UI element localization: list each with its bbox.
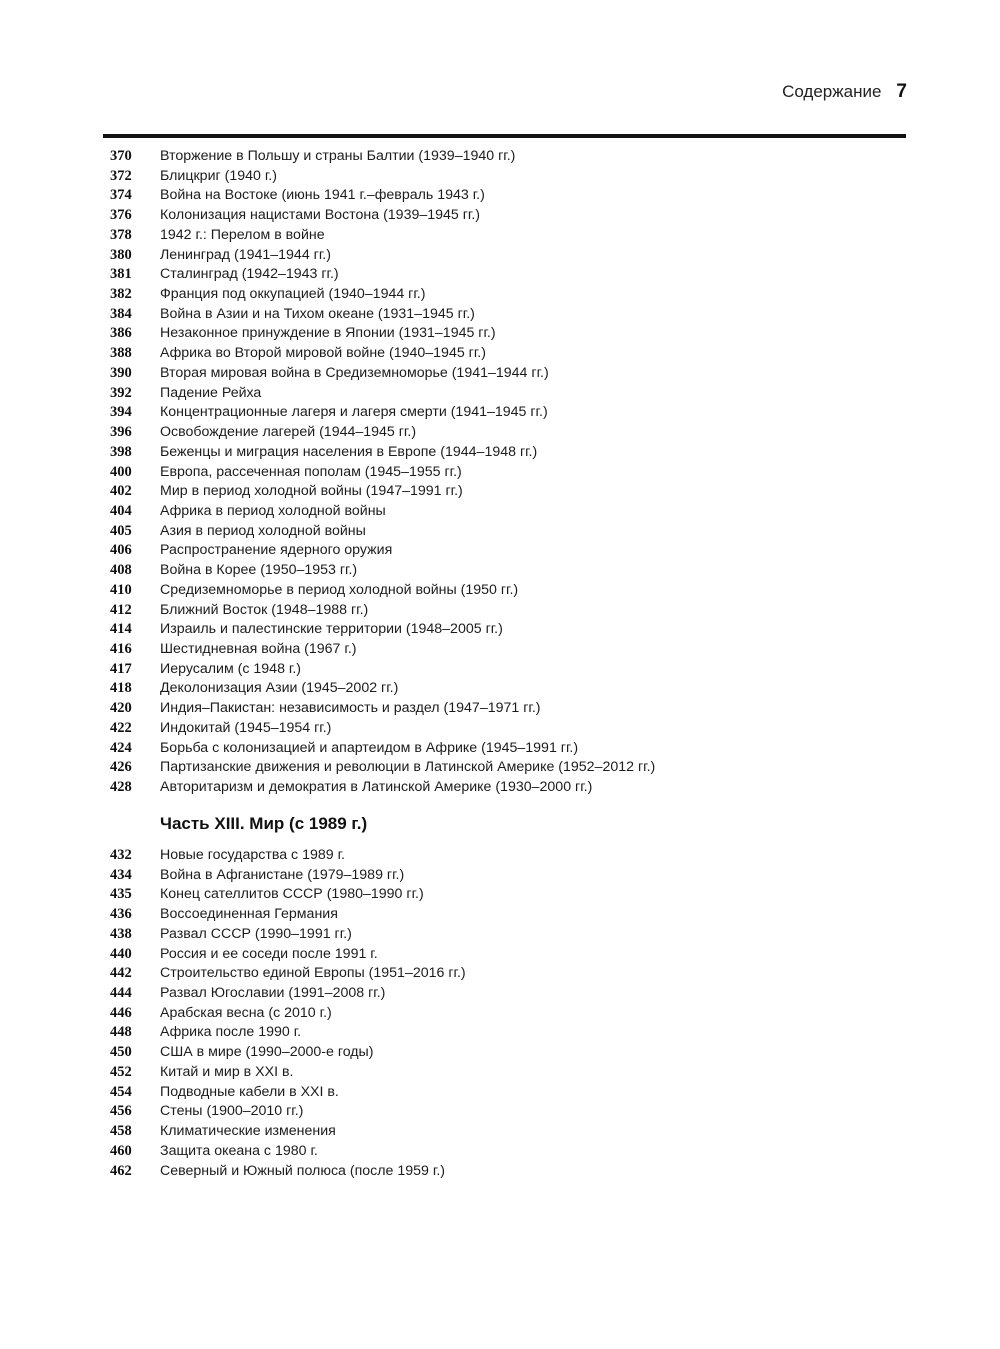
toc-entry-page: 376 bbox=[110, 207, 132, 224]
toc-entry-title: Незаконное принуждение в Японии (1931–1945 гг.) bbox=[160, 325, 496, 342]
toc-entry-page: 372 bbox=[110, 167, 132, 184]
toc-entry-title: Деколонизация Азии (1945–2002 гг.) bbox=[160, 680, 399, 697]
page-number: 7 bbox=[896, 81, 907, 102]
toc-entry-page: 412 bbox=[110, 601, 132, 618]
toc-entry-page: 406 bbox=[110, 542, 132, 559]
toc-entry-page: 405 bbox=[110, 522, 132, 539]
toc-entry-page: 458 bbox=[110, 1123, 132, 1140]
toc-entry-page: 404 bbox=[110, 502, 132, 519]
toc-entry-page: 432 bbox=[110, 847, 132, 863]
toc-entry-page: 414 bbox=[110, 621, 132, 638]
toc-entry-page: 434 bbox=[110, 866, 132, 883]
toc-entry-page: 456 bbox=[110, 1103, 132, 1120]
toc-entry-title: Индокитай (1945–1954 гг.) bbox=[160, 719, 332, 736]
toc-entry-title: Развал СССР (1990–1991 гг.) bbox=[160, 925, 352, 942]
toc-entry bbox=[0, 846, 1000, 866]
toc-entry bbox=[0, 186, 1000, 206]
toc-entry bbox=[0, 1063, 1000, 1083]
toc-list-before bbox=[0, 147, 1000, 798]
toc-entry-page: 388 bbox=[110, 345, 132, 362]
toc-entry-page: 446 bbox=[110, 1004, 132, 1021]
toc-entry bbox=[0, 945, 1000, 965]
toc-entry bbox=[0, 226, 1000, 246]
toc-entry bbox=[0, 640, 1000, 660]
toc-entry bbox=[0, 660, 1000, 680]
toc-entry-title: Франция под оккупацией (1940–1944 гг.) bbox=[160, 286, 426, 303]
toc-entry-title: Вторжение в Польшу и страны Балтии (1939–1940 гг.) bbox=[160, 148, 516, 164]
toc-entry-title: Мир в период холодной войны (1947–1991 гг.) bbox=[160, 483, 463, 500]
toc-entry-title: Война в Афганистане (1979–1989 гг.) bbox=[160, 866, 405, 883]
toc-entry-page: 380 bbox=[110, 246, 132, 263]
toc-entry-page: 426 bbox=[110, 759, 132, 776]
toc-entry-title: Климатические изменения bbox=[160, 1123, 336, 1140]
toc-entry bbox=[0, 147, 1000, 167]
toc-entry-title: Борьба с колонизацией и апартеидом в Африке (1945–1991 гг.) bbox=[160, 739, 579, 756]
toc-entry-title: Колонизация нацистами Востона (1939–1945 гг.) bbox=[160, 207, 481, 224]
toc-entry-title: Европа, рассеченная пополам (1945–1955 гг.) bbox=[160, 463, 462, 480]
toc-entry-page: 444 bbox=[110, 985, 132, 1002]
toc-entry bbox=[0, 699, 1000, 719]
toc-entry-title: США в мире (1990–2000-е годы) bbox=[160, 1044, 374, 1061]
toc-entry-title: Иерусалим (с 1948 г.) bbox=[160, 660, 302, 677]
toc-entry bbox=[0, 739, 1000, 759]
toc-entry-title: Беженцы и миграция населения в Европе (1944–1948 гг.) bbox=[160, 443, 538, 460]
toc-entry bbox=[0, 1122, 1000, 1142]
toc-entry-title: Война в Корее (1950–1953 гг.) bbox=[160, 562, 358, 579]
toc-entry bbox=[0, 1162, 1000, 1182]
toc-entry bbox=[0, 758, 1000, 778]
toc-entry bbox=[0, 1142, 1000, 1162]
toc-entry-title: Освобождение лагерей (1944–1945 гг.) bbox=[160, 424, 417, 441]
toc-entry bbox=[0, 324, 1000, 344]
toc-entry-page: 381 bbox=[110, 266, 132, 283]
toc-entry-page: 370 bbox=[110, 148, 132, 164]
toc-entry-title: Вторая мировая война в Средиземноморье (1941–1944 гг.) bbox=[160, 364, 549, 381]
toc-entry-page: 374 bbox=[110, 187, 132, 204]
toc-entry-title: Россия и ее соседи после 1991 г. bbox=[160, 945, 378, 962]
toc-entry bbox=[0, 1083, 1000, 1103]
toc-entry-page: 448 bbox=[110, 1024, 132, 1041]
section-heading: Часть XIII. Мир (с 1989 г.) bbox=[160, 814, 368, 833]
toc-entry bbox=[0, 866, 1000, 886]
toc-entry bbox=[0, 423, 1000, 443]
header-rule bbox=[103, 134, 906, 138]
toc-entry-title: Ленинград (1941–1944 гг.) bbox=[160, 246, 331, 263]
toc-entry bbox=[0, 719, 1000, 739]
running-head bbox=[782, 81, 907, 103]
toc-entry-page: 417 bbox=[110, 660, 132, 677]
toc-entry-title: Война на Востоке (июнь 1941 г.–февраль 1943 г.) bbox=[160, 187, 485, 204]
toc-entry bbox=[0, 925, 1000, 945]
toc-entry-page: 402 bbox=[110, 483, 132, 500]
toc-entry bbox=[0, 403, 1000, 423]
toc-entry-page: 400 bbox=[110, 463, 132, 480]
toc-entry-page: 378 bbox=[110, 226, 132, 243]
toc-entry bbox=[0, 305, 1000, 325]
toc-entry-title: Стены (1900–2010 гг.) bbox=[160, 1103, 304, 1120]
toc-entry-page: 394 bbox=[110, 404, 132, 421]
toc-entry bbox=[0, 905, 1000, 925]
toc-entry bbox=[0, 384, 1000, 404]
toc-entry-page: 396 bbox=[110, 424, 132, 441]
toc-entry-page: 408 bbox=[110, 562, 132, 579]
toc-entry bbox=[0, 984, 1000, 1004]
toc-entry bbox=[0, 1004, 1000, 1024]
toc-entry bbox=[0, 541, 1000, 561]
toc-entry-page: 435 bbox=[110, 886, 132, 903]
toc-entry-page: 424 bbox=[110, 739, 132, 756]
toc-entry bbox=[0, 679, 1000, 699]
toc-entry-title: Воссоединенная Германия bbox=[160, 906, 338, 923]
toc-entry-page: 418 bbox=[110, 680, 132, 697]
toc-entry bbox=[0, 364, 1000, 384]
toc-entry-title: Строительство единой Европы (1951–2016 гг.) bbox=[160, 965, 466, 982]
toc-entry-title: Падение Рейха bbox=[160, 384, 262, 401]
toc-entry-title: Война в Азии и на Тихом океане (1931–1945 гг.) bbox=[160, 305, 475, 322]
toc-entry-page: 416 bbox=[110, 640, 132, 657]
toc-entry-page: 398 bbox=[110, 443, 132, 460]
toc-entry-title: Индия–Пакистан: независимость и раздел (1947–1971 гг.) bbox=[160, 700, 541, 717]
toc-entry bbox=[0, 265, 1000, 285]
toc-entry bbox=[0, 167, 1000, 187]
toc-entry bbox=[0, 344, 1000, 364]
toc-entry bbox=[0, 482, 1000, 502]
toc-entry bbox=[0, 561, 1000, 581]
toc-entry-title: Развал Югославии (1991–2008 гг.) bbox=[160, 985, 386, 1002]
toc-entry-title: 1942 г.: Перелом в войне bbox=[160, 226, 325, 243]
toc-entry-page: 442 bbox=[110, 965, 132, 982]
toc-entry-title: Блицкриг (1940 г.) bbox=[160, 167, 277, 184]
toc-entry-title: Африка в период холодной войны bbox=[160, 502, 386, 519]
toc-entry-page: 428 bbox=[110, 779, 132, 795]
toc-entry-page: 422 bbox=[110, 719, 132, 736]
toc-entry-page: 390 bbox=[110, 364, 132, 381]
toc-entry-page: 436 bbox=[110, 906, 132, 923]
toc-entry-page: 454 bbox=[110, 1083, 132, 1100]
toc-entry-page: 440 bbox=[110, 945, 132, 962]
toc-entry bbox=[0, 246, 1000, 266]
toc-entry-page: 438 bbox=[110, 925, 132, 942]
toc-entry bbox=[0, 206, 1000, 226]
toc-entry-title: Подводные кабели в XXI в. bbox=[160, 1083, 339, 1100]
toc-entry bbox=[0, 885, 1000, 905]
toc-entry-title: Арабская весна (с 2010 г.) bbox=[160, 1004, 332, 1021]
toc-entry-title: Авторитаризм и демократия в Латинской Америке (1930–2000 гг.) bbox=[160, 779, 593, 795]
toc-entry bbox=[0, 581, 1000, 601]
toc-entry-page: 386 bbox=[110, 325, 132, 342]
running-head-title: Содержание bbox=[782, 82, 882, 101]
toc-entry-page: 420 bbox=[110, 700, 132, 717]
toc-entry-page: 452 bbox=[110, 1063, 132, 1080]
toc-entry-title: Азия в период холодной войны bbox=[160, 522, 366, 539]
toc-entry-title: Ближний Восток (1948–1988 гг.) bbox=[160, 601, 369, 618]
toc-entry-title: Партизанские движения и революции в Латинской Америке (1952–2012 гг.) bbox=[160, 759, 656, 776]
toc-entry bbox=[0, 1023, 1000, 1043]
toc-entry-page: 450 bbox=[110, 1044, 132, 1061]
toc-entry bbox=[0, 1043, 1000, 1063]
toc-entry bbox=[0, 601, 1000, 621]
toc-entry bbox=[0, 778, 1000, 798]
toc-entry bbox=[0, 964, 1000, 984]
toc-entry-title: Распространение ядерного оружия bbox=[160, 542, 393, 559]
toc-entry-title: Израиль и палестинские территории (1948–2005 гг.) bbox=[160, 621, 503, 638]
toc-list-after bbox=[0, 846, 1000, 1181]
toc-entry bbox=[0, 620, 1000, 640]
toc-entry-page: 410 bbox=[110, 581, 132, 598]
toc-entry-title: Шестидневная война (1967 г.) bbox=[160, 640, 357, 657]
toc-entry bbox=[0, 502, 1000, 522]
toc-entry-page: 392 bbox=[110, 384, 132, 401]
toc-entry-page: 460 bbox=[110, 1142, 132, 1159]
toc-entry bbox=[0, 463, 1000, 483]
toc-entry-page: 462 bbox=[110, 1162, 132, 1179]
toc-entry-title: Северный и Южный полюса (после 1959 г.) bbox=[160, 1162, 446, 1179]
toc-entry-title: Конец сателлитов СССР (1980–1990 гг.) bbox=[160, 886, 424, 903]
toc-entry bbox=[0, 285, 1000, 305]
toc-entry-title: Сталинград (1942–1943 гг.) bbox=[160, 266, 339, 283]
toc-entry-title: Защита океана с 1980 г. bbox=[160, 1142, 318, 1159]
toc-entry bbox=[0, 443, 1000, 463]
toc-entry-title: Средиземноморье в период холодной войны (1950 гг.) bbox=[160, 581, 519, 598]
toc-entry-title: Африка после 1990 г. bbox=[160, 1024, 302, 1041]
toc-entry-title: Китай и мир в XXI в. bbox=[160, 1063, 294, 1080]
toc-entry-title: Новые государства с 1989 г. bbox=[160, 847, 345, 863]
toc-entry bbox=[0, 1102, 1000, 1122]
toc-entry bbox=[0, 522, 1000, 542]
toc-entry-title: Африка во Второй мировой войне (1940–1945 гг.) bbox=[160, 345, 486, 362]
toc-entry-title: Концентрационные лагеря и лагеря смерти (1941–1945 гг.) bbox=[160, 404, 548, 421]
toc-entry-page: 384 bbox=[110, 305, 132, 322]
toc-entry-page: 382 bbox=[110, 286, 132, 303]
